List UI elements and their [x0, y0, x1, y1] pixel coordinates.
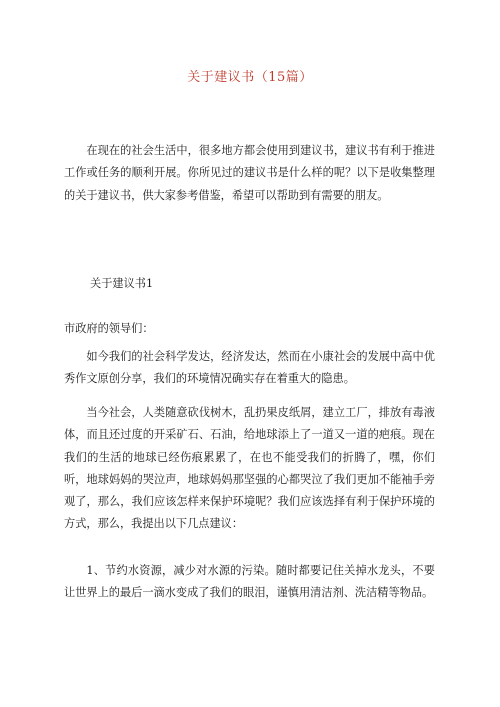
- document-title: 关于建议书（15篇）: [187, 70, 313, 85]
- body-paragraph-2: 当今社会，人类随意砍伐树木，乱扔果皮纸屑，建立工厂，排放有毒液体，而且还过度的开采矿石、石油，给地球添上了一道又一道的疤痕。现在我们的生活的地球已经伤痕累累了，在也不能受我们的折腾了，嘿，你们听，地球妈妈的哭泣声，地球妈妈那坚强的心都哭泣了我们更加不能袖手旁观了，那么，我们应该怎样来保护环境呢？我们应该选择有利于保护环境的方式，那么，我提出以下几点建议：: [64, 406, 435, 531]
- salutation: 市政府的领导们：: [64, 322, 154, 335]
- intro-paragraph: 在现在的社会生活中，很多地方都会使用到建议书，建议书有利于推进工作或任务的顺利开展。你所见过的建议书是什么样的呢？以下是收集整理的关于建议书，供大家参考借鉴，希望可以帮助到有需要的朋友。: [64, 144, 435, 202]
- body-paragraph-3: 1、节约水资源，减少对水源的污染。随时都要记住关掉水龙头，不要让世界上的最后一滴水变成了我们的眼泪，谨慎用清洁剂、洗洁精等物品。: [64, 564, 435, 600]
- body-paragraph-1: 如今我们的社会科学发达，经济发达，然而在小康社会的发展中高中优秀作文原创分享，我们的环境情况确实存在着重大的隐患。: [64, 350, 435, 386]
- section-heading: 关于建议书1: [90, 277, 154, 290]
